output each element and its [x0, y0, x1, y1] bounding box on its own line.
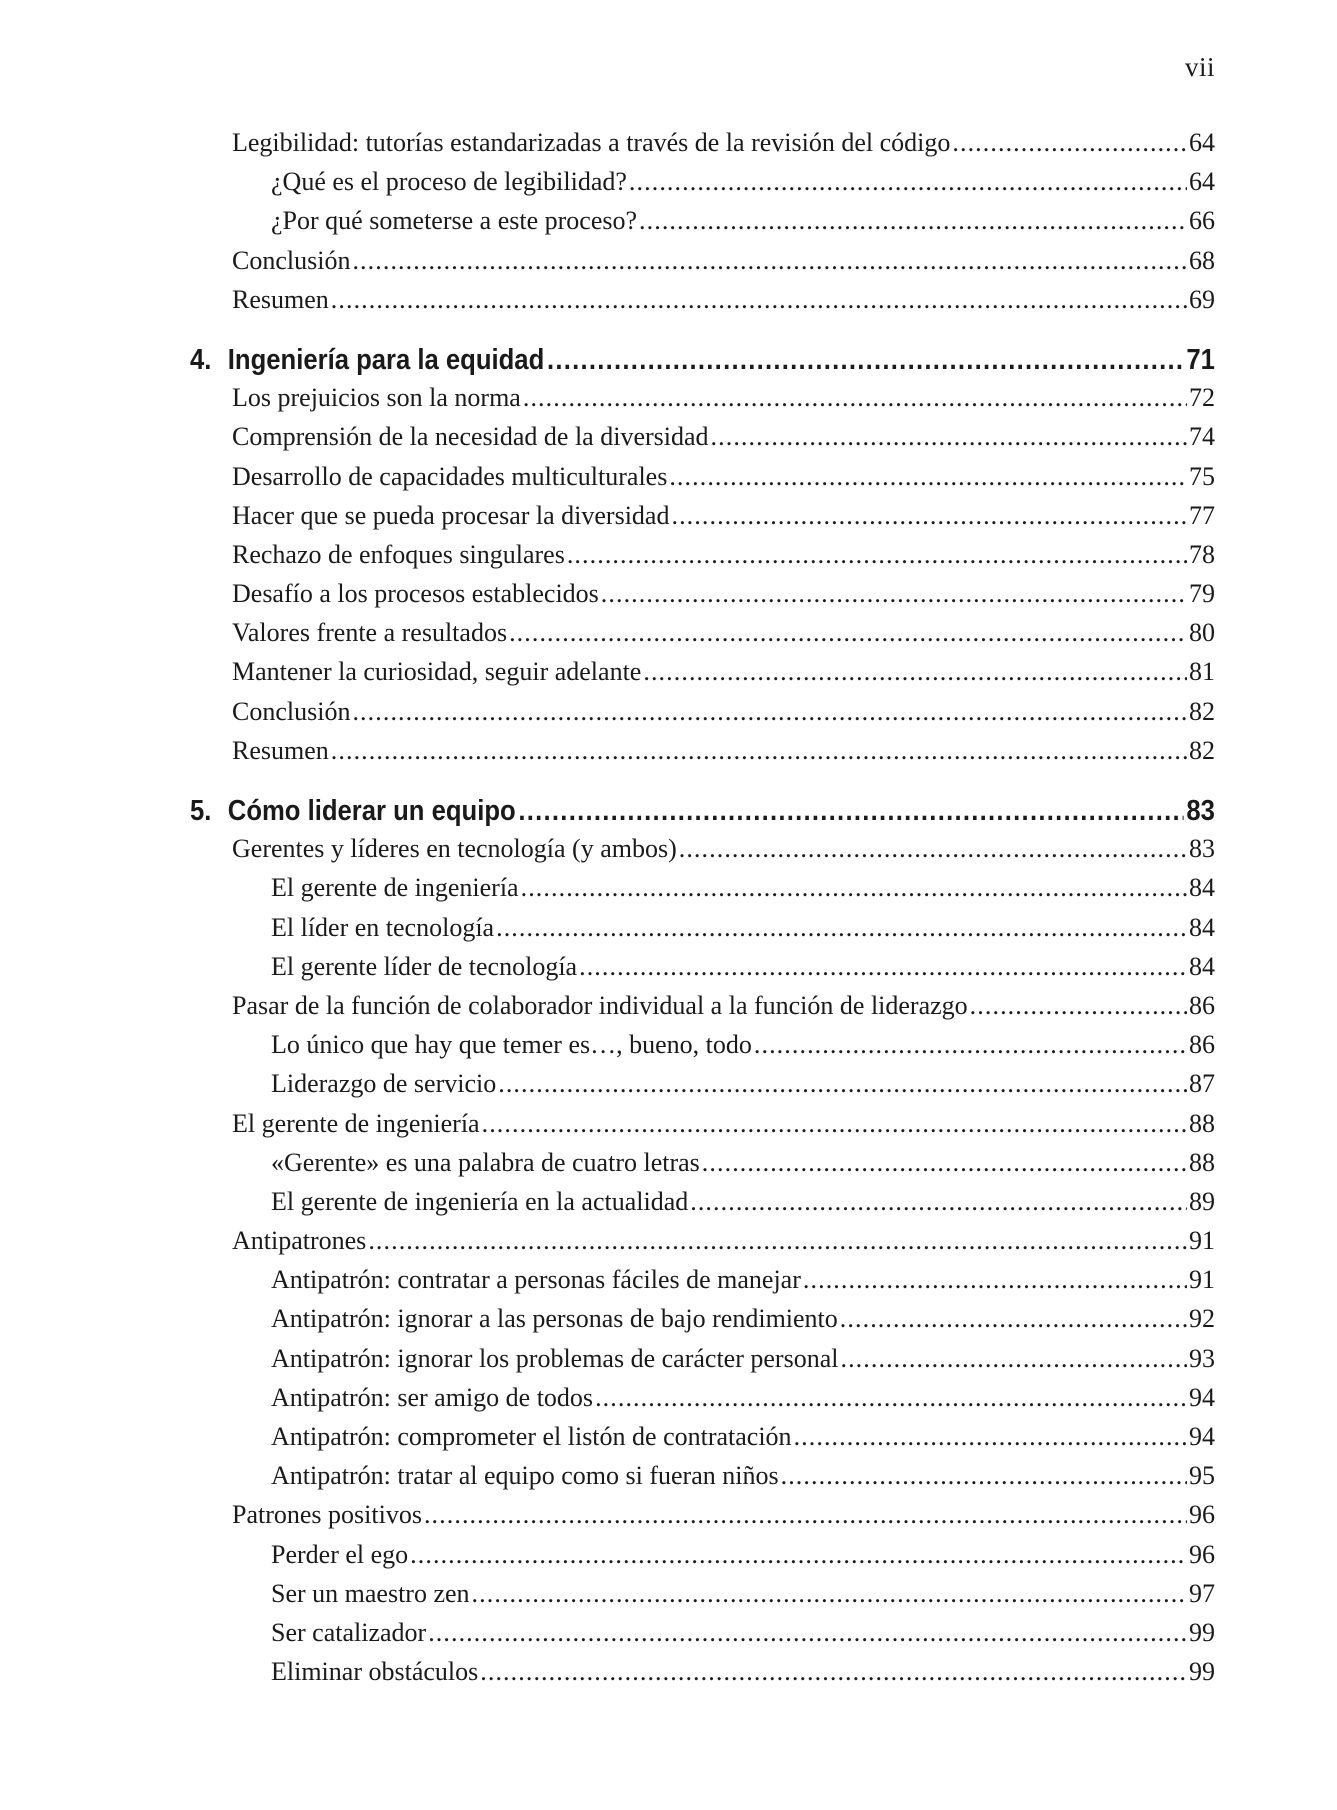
- toc-entry-page: 97: [1189, 1578, 1215, 1608]
- dot-leader: [840, 1344, 1187, 1374]
- toc-entry-title: El gerente de ingeniería: [271, 873, 519, 903]
- toc-entry-title: ¿Qué es el proceso de legibilidad?: [271, 167, 627, 197]
- toc-subsection-entry: [190, 1187, 1215, 1226]
- dot-leader: [410, 1540, 1187, 1570]
- toc-entry-page: 82: [1189, 735, 1215, 765]
- dot-leader: [331, 736, 1187, 766]
- toc-entry-title: El líder en tecnología: [271, 912, 495, 942]
- toc-subsection-entry: [190, 1030, 1215, 1069]
- toc-entry-title: Comprensión de la necesidad de la diversidad: [232, 422, 709, 452]
- toc-section-entry: [190, 246, 1215, 285]
- toc-subsection-entry: [190, 1422, 1215, 1461]
- toc-section-entry: [190, 991, 1215, 1030]
- dot-leader: [496, 913, 1187, 943]
- dot-leader: [567, 540, 1187, 570]
- toc-entry-page: 91: [1189, 1265, 1215, 1295]
- toc-entry-title: Eliminar obstáculos: [271, 1657, 479, 1687]
- dot-leader: [368, 1226, 1187, 1256]
- toc-entry-page: 89: [1189, 1186, 1215, 1216]
- dot-leader: [509, 618, 1187, 648]
- toc-entry-page: 68: [1189, 245, 1215, 275]
- toc-subsection-entry: [190, 1579, 1215, 1618]
- toc-section-entry: [190, 834, 1215, 873]
- toc-entry-page: 94: [1189, 1382, 1215, 1412]
- toc-entry-title: Antipatrón: ser amigo de todos: [271, 1382, 594, 1412]
- toc-subsection-entry: [190, 1148, 1215, 1187]
- toc-subsection-entry: [190, 913, 1215, 952]
- dot-leader: [690, 1187, 1187, 1217]
- dot-leader: [840, 1304, 1187, 1334]
- toc-entry-page: 64: [1189, 167, 1215, 197]
- toc-subsection-entry: [190, 1265, 1215, 1304]
- toc-section-entry: [190, 697, 1215, 736]
- toc-entry-page: 79: [1189, 579, 1215, 609]
- dot-leader: [579, 952, 1187, 982]
- dot-leader: [643, 657, 1187, 687]
- toc-section-entry: [190, 1109, 1215, 1148]
- dot-leader: [952, 128, 1187, 158]
- toc-entry-title: Resumen: [232, 735, 329, 765]
- toc-section-entry: [190, 462, 1215, 501]
- dot-leader: [498, 1069, 1187, 1099]
- toc-section-entry: [190, 383, 1215, 422]
- dot-leader: [521, 873, 1187, 903]
- toc-entry-title: Perder el ego: [271, 1539, 409, 1569]
- toc-entry-title: El gerente de ingeniería en la actualidad: [271, 1186, 689, 1216]
- toc-section-entry: [190, 540, 1215, 579]
- toc-entry-page: 71: [1186, 343, 1215, 376]
- toc-entry-title: Conclusión: [232, 696, 351, 726]
- toc-entry-page: 96: [1189, 1500, 1215, 1530]
- toc-entry-page: 92: [1189, 1304, 1215, 1334]
- toc-entry-title: El gerente líder de tecnología: [271, 951, 578, 981]
- toc-section-entry: [190, 422, 1215, 461]
- dot-leader: [794, 1422, 1187, 1452]
- toc-entry-title: ¿Por qué someterse a este proceso?: [271, 206, 638, 236]
- dot-leader: [595, 1383, 1187, 1413]
- page-number: vii: [1184, 52, 1215, 82]
- dot-leader: [482, 1109, 1187, 1139]
- dot-leader: [352, 246, 1187, 276]
- chapter-number: 5.: [190, 795, 212, 827]
- toc-entry-page: 75: [1189, 461, 1215, 491]
- toc-entry-title: Valores frente a resultados: [232, 618, 508, 648]
- dot-leader: [970, 991, 1187, 1021]
- toc-section-entry: [190, 128, 1215, 167]
- dot-leader: [671, 501, 1187, 531]
- dot-leader: [669, 462, 1187, 492]
- toc-entry-page: 64: [1189, 128, 1215, 157]
- dot-leader: [523, 383, 1187, 413]
- toc-entry-page: 87: [1189, 1069, 1215, 1099]
- toc-subsection-entry: [190, 1304, 1215, 1343]
- toc-entry-page: 88: [1189, 1108, 1215, 1138]
- dot-leader: [518, 795, 1183, 828]
- toc-entry-title: Conclusión: [232, 245, 351, 275]
- dot-leader: [803, 1265, 1187, 1295]
- toc-entry-page: 84: [1189, 873, 1215, 903]
- toc-entry-title: «Gerente» es una palabra de cuatro letras: [271, 1147, 700, 1177]
- toc-subsection-entry: [190, 1540, 1215, 1579]
- toc-entry-page: 86: [1189, 990, 1215, 1020]
- toc-subsection-entry: [190, 1383, 1215, 1422]
- toc-entry-page: 91: [1189, 1226, 1215, 1256]
- toc-entry-page: 95: [1189, 1461, 1215, 1491]
- dot-leader: [781, 1461, 1187, 1491]
- toc-entry-page: 84: [1189, 951, 1215, 981]
- dot-leader: [601, 579, 1187, 609]
- dot-leader: [679, 834, 1187, 864]
- dot-leader: [352, 697, 1187, 727]
- toc-entry-title: Legibilidad: tutorías estandarizadas a través de la revisión del código: [232, 128, 951, 157]
- dot-leader: [472, 1579, 1187, 1609]
- toc-section-entry: [190, 501, 1215, 540]
- toc-entry-title: Ser un maestro zen: [271, 1578, 470, 1608]
- toc-entry-page: 74: [1189, 422, 1215, 452]
- toc-entry-title: Desarrollo de capacidades multiculturales: [232, 461, 668, 491]
- toc-entry-title: Cómo liderar un equipo: [227, 795, 516, 827]
- toc-entry-title: Lo único que hay que temer es…, bueno, todo: [271, 1030, 752, 1060]
- toc-entry-page: 83: [1186, 795, 1215, 827]
- dot-leader: [629, 167, 1187, 197]
- dot-leader: [711, 422, 1187, 452]
- toc-entry-page: 99: [1189, 1617, 1215, 1647]
- dot-leader: [428, 1618, 1187, 1648]
- toc-section-entry: [190, 1226, 1215, 1265]
- toc-section-entry: [190, 579, 1215, 618]
- toc-entry-page: 69: [1189, 284, 1215, 314]
- toc-subsection-entry: [190, 1069, 1215, 1108]
- dot-leader: [480, 1657, 1187, 1687]
- chapter-number: 4.: [190, 343, 212, 376]
- toc-section-entry: [190, 618, 1215, 657]
- dot-leader: [424, 1500, 1187, 1530]
- toc-entry-title: El gerente de ingeniería: [232, 1108, 480, 1138]
- table-of-contents: [190, 128, 1215, 1696]
- toc-section-entry: [190, 285, 1215, 324]
- toc-subsection-entry: [190, 873, 1215, 912]
- toc-section-entry: [190, 657, 1215, 696]
- toc-entry-page: 83: [1189, 834, 1215, 864]
- toc-entry-title: Antipatrón: tratar al equipo como si fueran niños: [271, 1461, 779, 1491]
- toc-entry-page: 96: [1189, 1539, 1215, 1569]
- toc-chapter-heading: [190, 344, 1215, 383]
- toc-entry-title: Gerentes y líderes en tecnología (y ambos): [232, 834, 677, 864]
- toc-subsection-entry: [190, 206, 1215, 245]
- toc-section-entry: [190, 736, 1215, 775]
- toc-entry-title: Hacer que se pueda procesar la diversidad: [232, 500, 670, 530]
- toc-entry-page: 86: [1189, 1030, 1215, 1060]
- toc-entry-title: Rechazo de enfoques singulares: [232, 539, 565, 569]
- toc-entry-page: 80: [1189, 618, 1215, 648]
- toc-entry-title: Patrones positivos: [232, 1500, 422, 1530]
- toc-subsection-entry: [190, 1461, 1215, 1500]
- toc-entry-title: Ser catalizador: [271, 1617, 427, 1647]
- toc-entry-title: Los prejuicios son la norma: [232, 383, 521, 413]
- toc-entry-title: Antipatrón: comprometer el listón de contratación: [271, 1422, 792, 1451]
- toc-entry-title: Antipatrón: ignorar los problemas de carácter personal: [271, 1343, 839, 1373]
- toc-entry-page: 88: [1189, 1147, 1215, 1177]
- toc-entry-page: 81: [1189, 657, 1215, 687]
- toc-entry-title: Desafío a los procesos establecidos: [232, 579, 599, 609]
- toc-entry-title: Pasar de la función de colaborador individual a la función de liderazgo: [232, 990, 968, 1020]
- toc-entry-page: 94: [1189, 1422, 1215, 1451]
- dot-leader: [331, 285, 1187, 315]
- toc-entry-page: 82: [1189, 696, 1215, 726]
- toc-subsection-entry: [190, 1618, 1215, 1657]
- toc-chapter-heading: [190, 795, 1215, 834]
- dot-leader: [754, 1030, 1187, 1060]
- dot-leader: [547, 344, 1184, 377]
- toc-entry-page: 77: [1189, 500, 1215, 530]
- toc-entry-title: Antipatrón: ignorar a las personas de bajo rendimiento: [271, 1304, 838, 1334]
- toc-entry-title: Resumen: [232, 284, 329, 314]
- toc-subsection-entry: [190, 1344, 1215, 1383]
- toc-entry-page: 93: [1189, 1343, 1215, 1373]
- toc-entry-title: Antipatrón: contratar a personas fáciles de manejar: [271, 1265, 801, 1295]
- toc-entry-title: Mantener la curiosidad, seguir adelante: [232, 657, 642, 687]
- toc-entry-page: 84: [1189, 912, 1215, 942]
- toc-entry-page: 66: [1189, 206, 1215, 236]
- toc-subsection-entry: [190, 167, 1215, 206]
- toc-subsection-entry: [190, 1657, 1215, 1696]
- toc-section-entry: [190, 1500, 1215, 1539]
- toc-entry-page: 99: [1189, 1657, 1215, 1687]
- toc-entry-page: 78: [1189, 539, 1215, 569]
- toc-entry-title: Liderazgo de servicio: [271, 1069, 497, 1099]
- toc-entry-title: Antipatrones: [232, 1226, 367, 1256]
- dot-leader: [639, 206, 1187, 236]
- toc-entry-page: 72: [1189, 383, 1215, 413]
- toc-entry-title: Ingeniería para la equidad: [227, 343, 545, 376]
- toc-subsection-entry: [190, 952, 1215, 991]
- dot-leader: [702, 1148, 1187, 1178]
